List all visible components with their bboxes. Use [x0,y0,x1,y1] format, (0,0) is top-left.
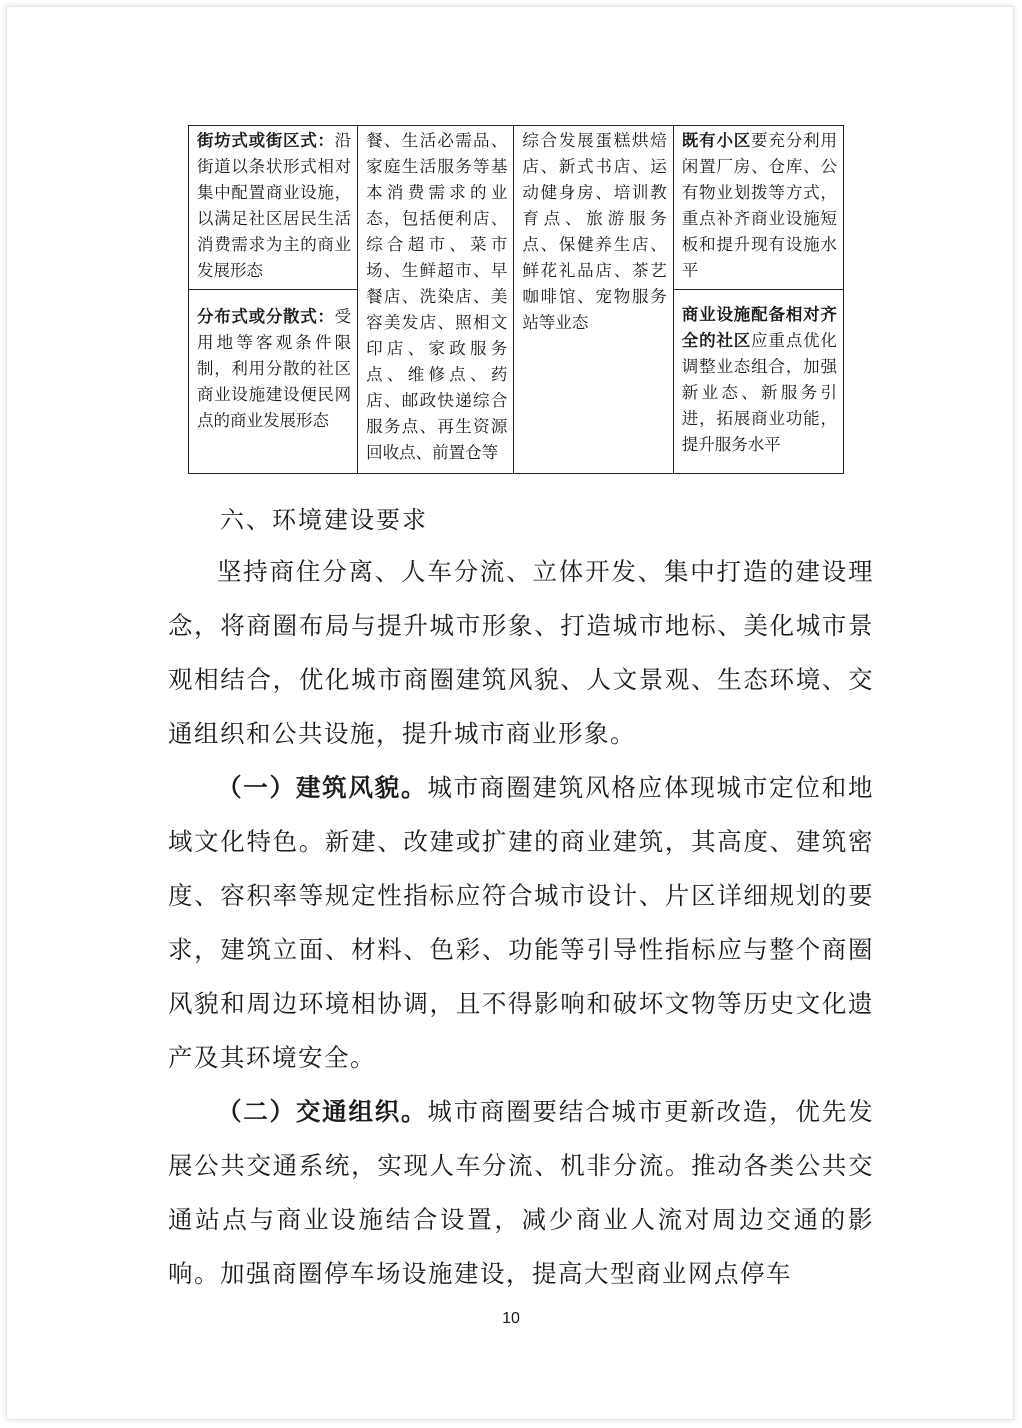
commercial-format-table [188,125,844,474]
cell-street-block-form [189,126,358,290]
cell-bold-lead: 既有小区 [681,131,752,150]
body-text [168,545,874,1301]
cell-basic-formats [358,126,514,474]
cell-text: 受用地等客观条件限制，利用分散的社区商业设施建设便民网点的商业发展形态 [197,307,352,430]
page-number: 10 [502,1310,520,1327]
paragraph-title: （二）交通组织。 [217,1097,428,1126]
paragraph-architecture [168,761,874,1085]
cell-text: 要充分利用闲置厂房、仓库、公有物业划拨等方式，重点补齐商业设施短板和提升现有设施水平 [681,131,838,280]
cell-complete-community [673,290,843,474]
cell-extended-formats [514,126,673,474]
cell-distributed-form [189,290,358,474]
cell-bold-lead: 街坊式或街区式： [197,131,335,150]
cell-existing-community [673,126,843,290]
cell-text: 沿街道以条状形式相对集中配置商业设施，以满足社区居民生活消费需求为主的商业发展形态 [197,131,352,280]
cell-text: 餐、生活必需品、家庭生活服务等基本消费需求的业态，包括便利店、综合超市、菜市场、生鲜超市、早餐店、洗染店、美容美发店、照相文印店、家政服务点、维修点、药店、邮政快递综合服务点、再生资源回收点、前置仓等 [366,131,508,462]
paragraph-traffic [168,1085,874,1301]
paragraph-intro: 坚持商住分离、人车分流、立体开发、集中打造的建设理念，将商圈布局与提升城市形象、打造城市地标、美化城市景观相结合，优化城市商圈建筑风貌、人文景观、生态环境、交通组织和公共设施，提升城市商业形象。 [168,557,874,748]
cell-text: 应重点优化调整业态组合，加强新业态、新服务引进，拓展商业功能，提升服务水平 [681,331,838,454]
section-heading: 六、环境建设要求 [220,506,428,534]
paragraph-text: 城市商圈要结合城市更新改造，优先发展公共交通系统，实现人车分流、机非分流。推动各类公共交通站点与商业设施结合设置，减少商业人流对周边交通的影响。加强商圈停车场设施建设，提高大型商业网点停车 [168,1097,875,1288]
cell-bold-lead: 商业设施配备相对齐全的社区 [681,305,837,350]
cell-bold-lead: 分布式或分散式： [197,307,335,326]
cell-text: 综合发展蛋糕烘焙店、新式书店、运动健身房、培训教育点、旅游服务点、保健养生店、鲜花礼品店、茶艺咖啡馆、宠物服务站等业态 [522,131,667,332]
paragraph-text: 城市商圈建筑风格应体现城市定位和地域文化特色。新建、改建或扩建的商业建筑，其高度、建筑密度、容积率等规定性指标应符合城市设计、片区详细规划的要求，建筑立面、材料、色彩、功能等引导性指标应与整个商圈风貌和周边环境相协调，且不得影响和破坏文物等历史文化遗产及其环境安全。 [168,773,875,1072]
paragraph-title: （一）建筑风貌。 [217,773,428,802]
